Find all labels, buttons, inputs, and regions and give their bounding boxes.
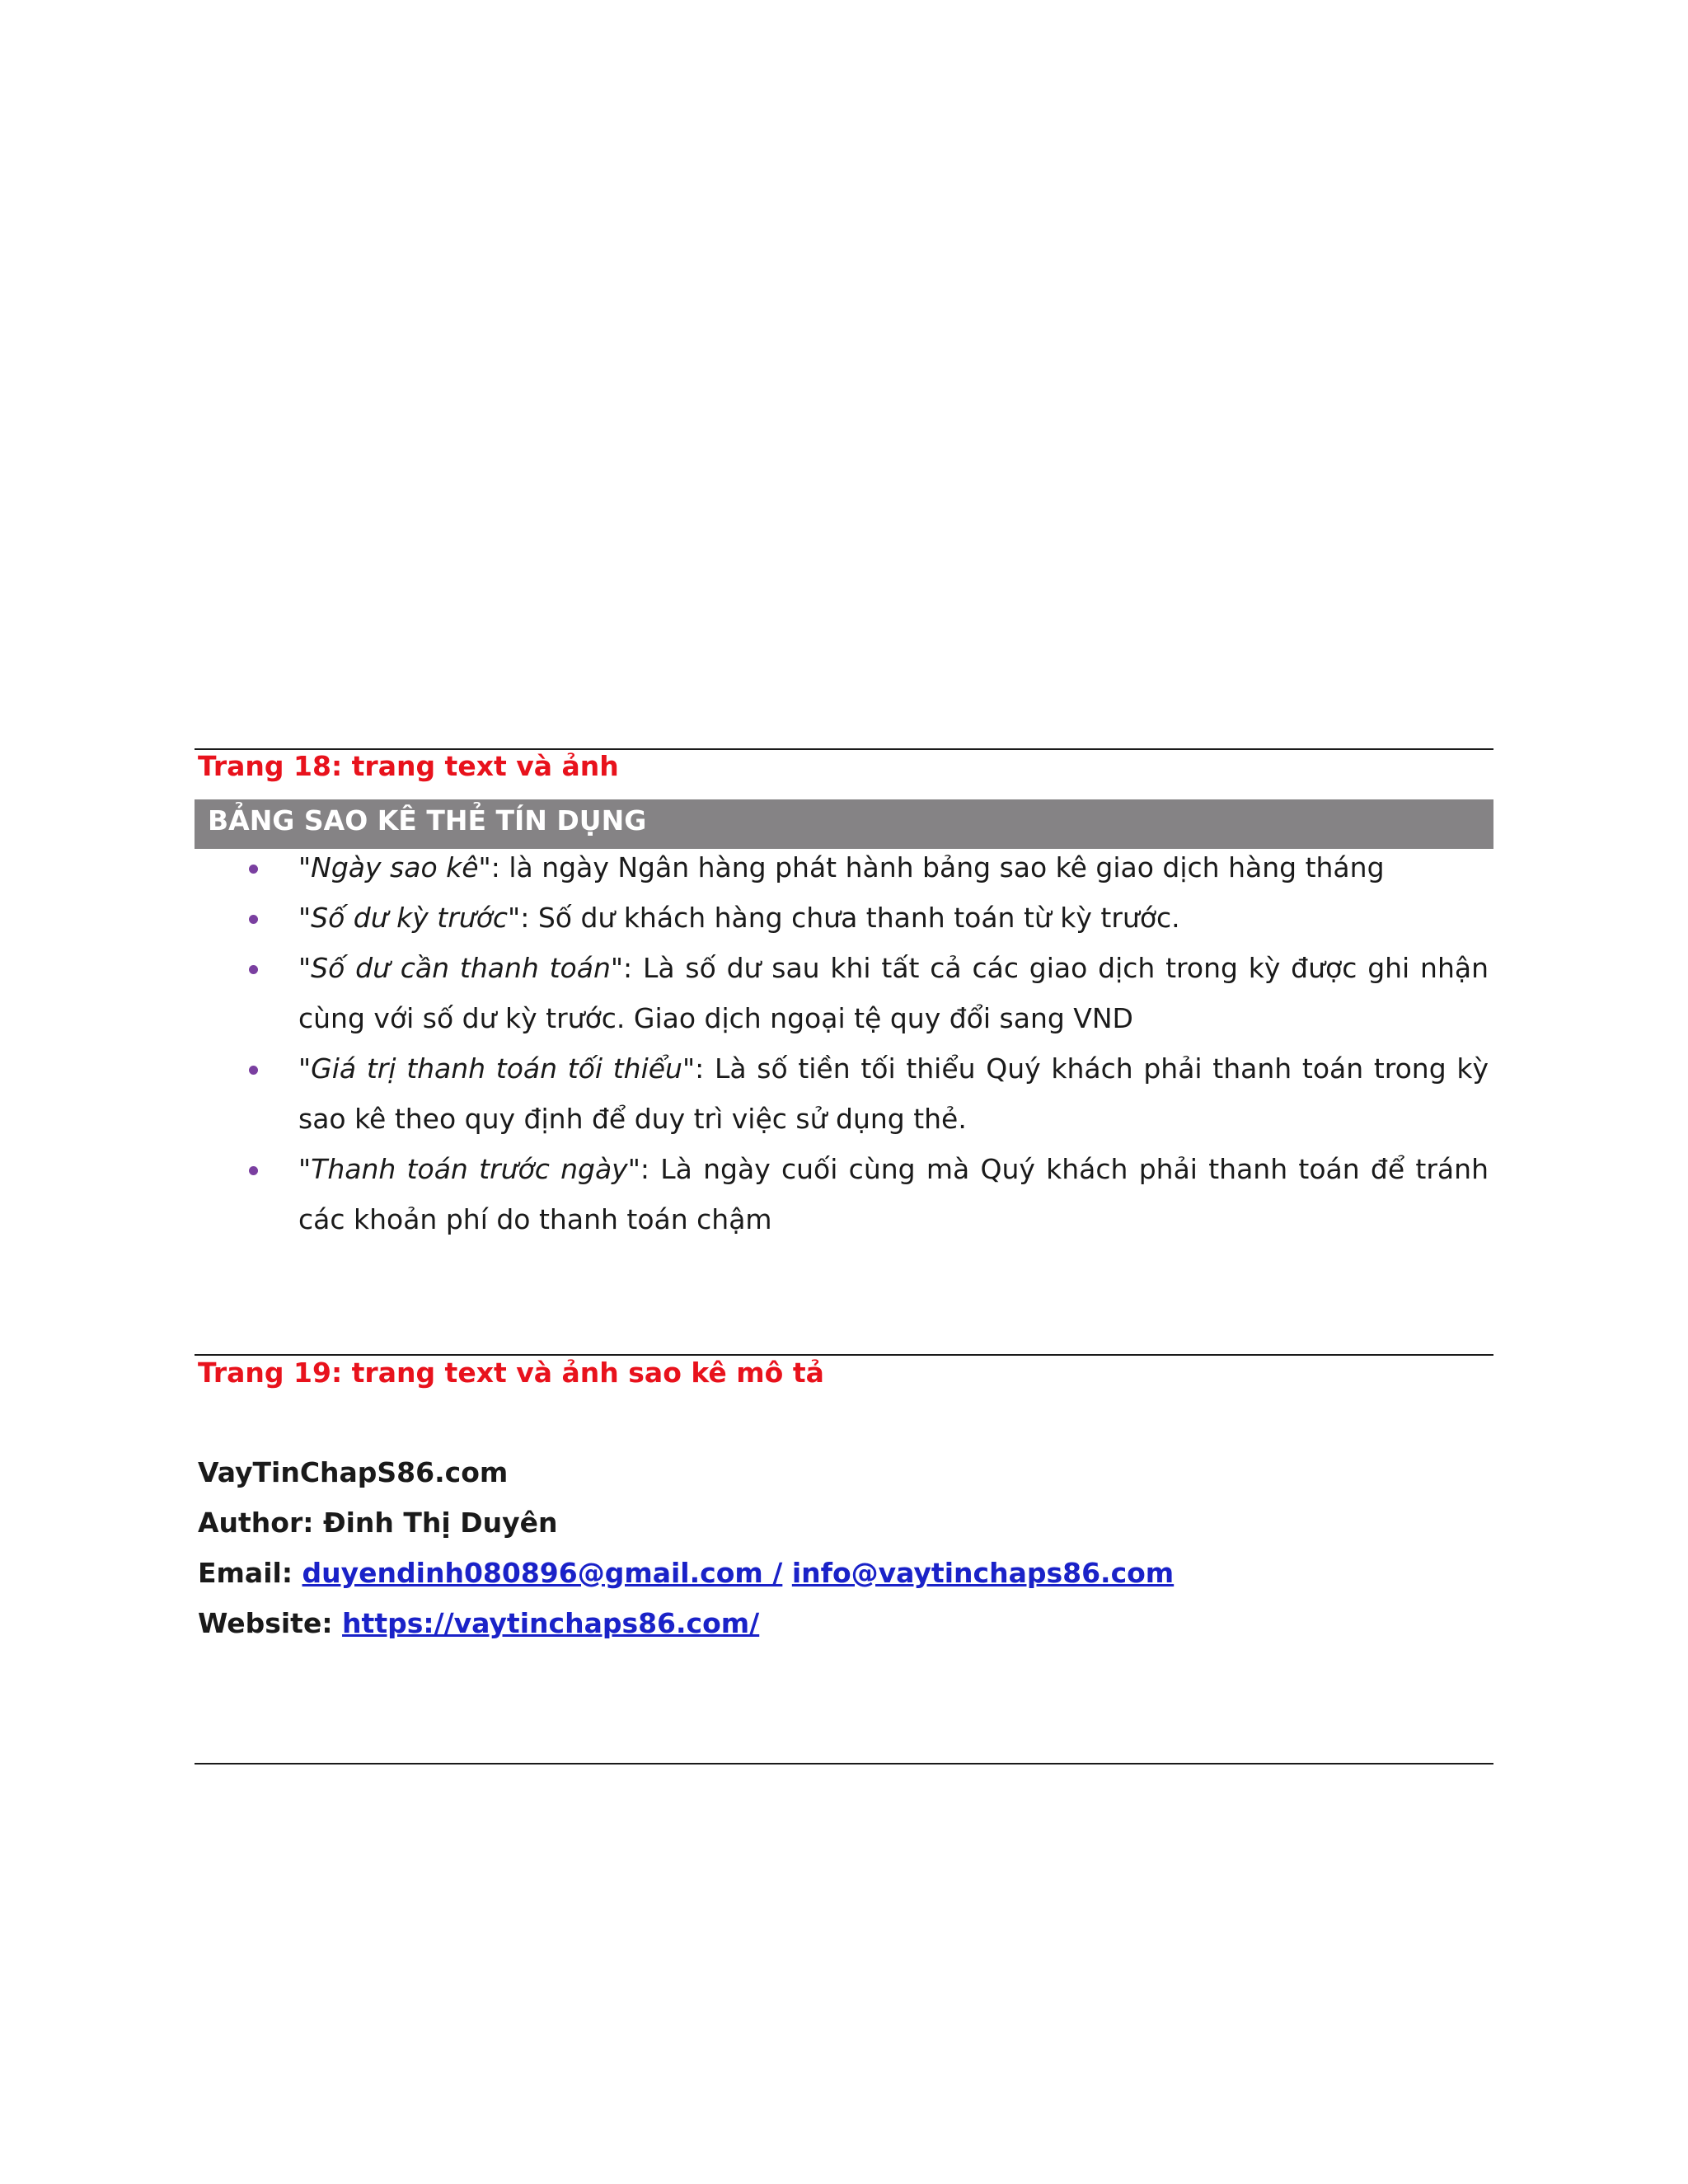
section-19-title: Trang 19: trang text và ảnh sao kê mô tả [198, 1357, 824, 1389]
term-description: : Số dư khách hàng chưa thanh toán từ kỳ trước. [520, 902, 1180, 934]
list-item [195, 943, 1493, 1043]
website-label: Website: [198, 1607, 333, 1639]
bullet-icon [249, 965, 258, 974]
bullet-icon [249, 865, 258, 874]
section-banner [195, 799, 1493, 849]
bottom-divider [195, 1763, 1493, 1765]
list-item [195, 893, 1493, 943]
list-item [195, 842, 1493, 893]
term-description: : là ngày Ngân hàng phát hành bảng sao kê giao dịch hàng tháng [490, 851, 1385, 883]
website-line [198, 1598, 1174, 1648]
author-name: Đinh Thị Duyên [322, 1507, 558, 1539]
term-description: : Là số dư sau khi tất cả các giao dịch trong kỳ được ghi nhận cùng với số dư kỳ trước. Giao dịch ngoại tệ quy đổi sang VND [298, 952, 1489, 1034]
bullet-icon [249, 915, 258, 924]
list-item [195, 1043, 1493, 1144]
email-link-primary[interactable]: duyendinh080896@gmail.com / [302, 1557, 783, 1589]
term-description: : Là ngày cuối cùng mà Quý khách phải thanh toán để tránh các khoản phí do thanh toán chậm [298, 1153, 1489, 1235]
term-label: "Số dư cần thanh toán" [298, 952, 624, 984]
author-line [198, 1497, 1174, 1548]
site-name: VayTinChapS86.com [198, 1456, 509, 1488]
email-label: Email: [198, 1557, 293, 1589]
term-label: "Số dư kỳ trước" [298, 902, 521, 934]
definition-list [195, 842, 1493, 1244]
contact-block [198, 1447, 1174, 1648]
list-item [195, 1144, 1493, 1244]
website-link[interactable]: https://vaytinchaps86.com/ [342, 1607, 760, 1639]
term-label: "Thanh toán trước ngày" [298, 1153, 640, 1185]
term-label: "Giá trị thanh toán tối thiểu" [298, 1052, 696, 1085]
term-description: : Là số tiền tối thiểu Quý khách phải thanh toán trong kỳ sao kê theo quy định để duy trì việc sử dụng thẻ. [298, 1052, 1489, 1135]
bullet-icon [249, 1066, 258, 1075]
author-label: Author: [198, 1507, 314, 1539]
term-label: "Ngày sao kê" [298, 851, 491, 883]
email-line [198, 1548, 1174, 1598]
section-18-title: Trang 18: trang text và ảnh [198, 750, 619, 782]
email-link-secondary[interactable]: info@vaytinchaps86.com [791, 1557, 1175, 1589]
banner-title: BẢNG SAO KÊ THẺ TÍN DỤNG [208, 804, 647, 837]
bullet-icon [249, 1166, 258, 1175]
